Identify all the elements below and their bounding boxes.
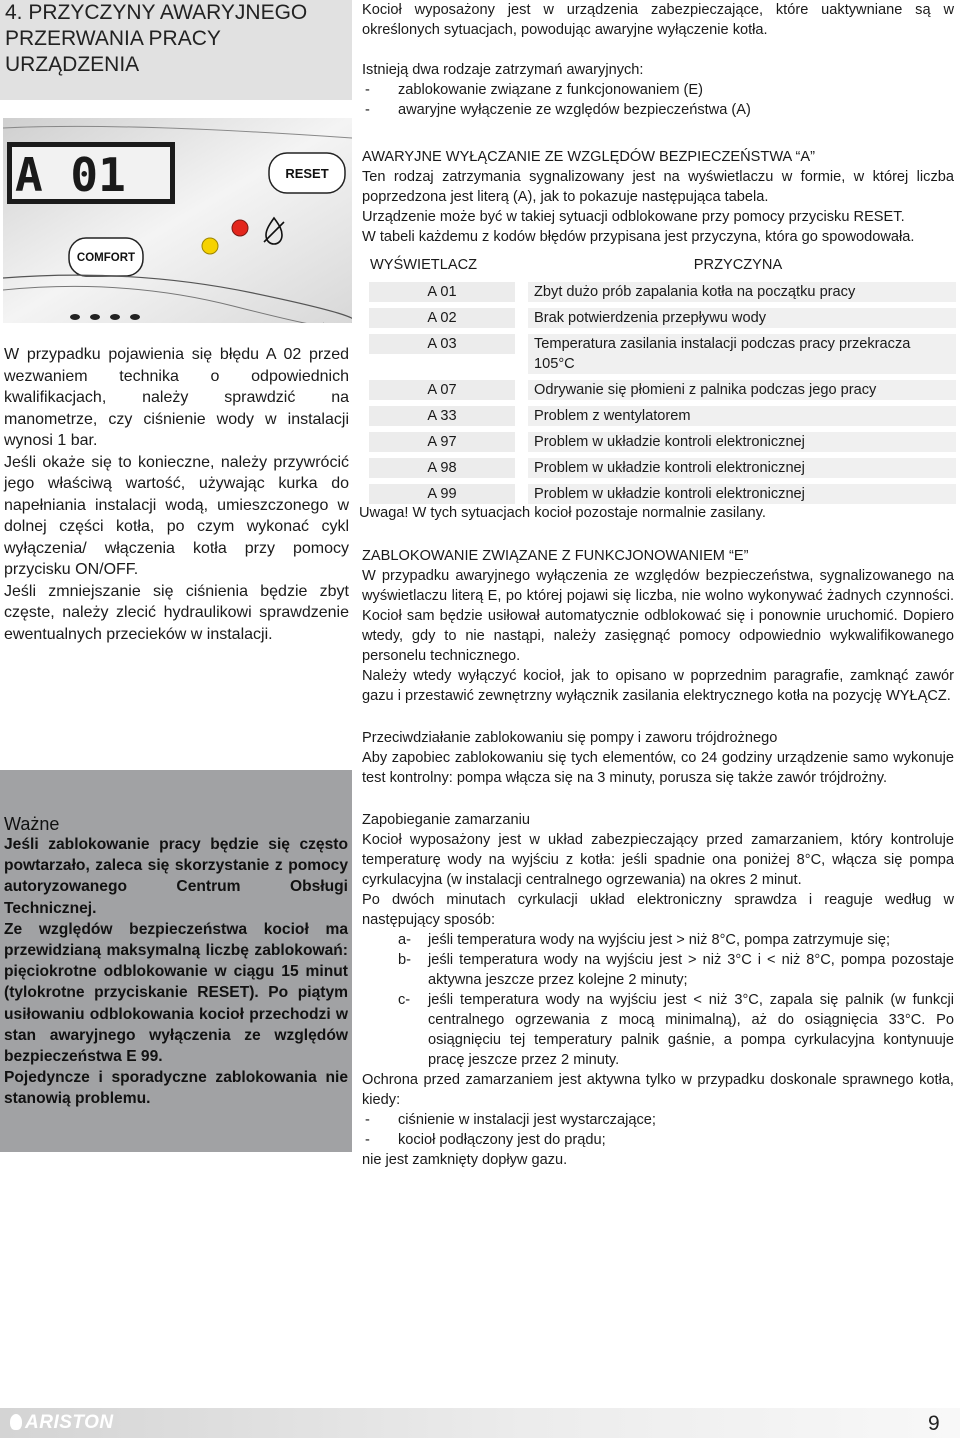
frost-list-item	[362, 950, 954, 990]
pressure-check-instructions	[4, 344, 349, 645]
list-marker: a-	[398, 932, 411, 948]
bullet-dash: -	[365, 1132, 370, 1148]
section-number: 4.	[5, 1, 23, 24]
pump-heading: Przeciwdziałanie zablokowaniu się pompy i zaworu trójdrożnego	[362, 730, 778, 746]
safety-paragraph: Ten rodzaj zatrzymania sygnalizowany jest na wyświetlaczu w formie, w której liczba poprzedzona jest literą (A), jak to pokazuje następująca tabela.	[362, 169, 954, 205]
error-code: A 33	[369, 406, 515, 426]
section-title-line-3: URZĄDZENIA	[5, 53, 140, 76]
error-cause: Problem w układzie kontroli elektronicznej	[528, 484, 956, 504]
error-cause: Problem w układzie kontroli elektronicznej	[528, 458, 956, 478]
error-cause: Zbyt dużo prób zapalania kotła na początku pracy	[528, 282, 956, 302]
safety-heading: AWARYJNE WYŁĄCZANIE ZE WZGLĘDÓW BEZPIECZEŃSTWA “A”	[362, 149, 815, 165]
frost-list-item	[362, 930, 954, 950]
func-paragraph: W przypadku awaryjnego wyłączenia ze względów bezpieczeństwa, sygnalizowanego na wyświetlaczu literą E, po której pojawi się liczba, nie wolno wykonywać żadnych czynności. Kocioł sam będzie usiłował automatycznie odblokować się i ponownie uruchomić. Dopiero wtedy, gdy to nie nastąpi, należy zasięgnąć pomocy odpowiednio wykwalifikowanego personelu technicznego.	[362, 568, 954, 664]
important-notice-paragraph: Jeśli zablokowanie pracy będzie się często powtarzało, zaleca się skorzystanie z pomocy autoryzowanego Centrum Obsługi Technicznej.	[4, 836, 348, 917]
knob-icon	[70, 314, 80, 320]
error-code: A 07	[369, 380, 515, 400]
important-notice-box	[0, 770, 352, 1152]
column-header-cause: PRZYCZYNA	[693, 257, 783, 273]
table-row	[364, 377, 956, 403]
error-code: A 98	[369, 458, 515, 478]
func-heading: ZABLOKOWANIE ZWIĄZANE Z FUNKCJONOWANIEM “E”	[362, 548, 749, 564]
error-table-header	[364, 251, 956, 279]
yellow-led-indicator	[202, 238, 218, 254]
func-paragraph: Należy wtedy wyłączyć kocioł, jak to opisano w poprzednim paragrafie, zamknąć zawór gazu i przestawić zewnętrzny wyłącznik zasilania elektrycznego kotła na pozycję WYŁĄCZ.	[362, 668, 954, 704]
safety-paragraph: W tabeli każdemu z kodów błędów przypisana jest przyczyna, która go spowodowała.	[362, 229, 915, 245]
section-title	[5, 0, 307, 78]
frost-paragraph: Ochrona przed zamarzaniem jest aktywna tylko w przypadku doskonale sprawnego kotła, kiedy:	[362, 1072, 954, 1108]
condition-text: kocioł podłączony jest do prądu;	[398, 1132, 606, 1148]
intro-paragraph: Kocioł wyposażony jest w urządzenia zabezpieczające, które uaktywniane są w określonych sytuacjach, powodując awaryjne wyłączenie kotła.	[362, 2, 954, 38]
lcd-readout: A 01	[15, 148, 126, 202]
condition-item	[362, 1130, 954, 1150]
section-title-line-1: PRZYCZYNY AWARYJNEGO	[28, 1, 308, 24]
important-notice-paragraph: Pojedyncze i sporadyczne zablokowania nie stanowią problemu.	[4, 1069, 348, 1108]
error-code: A 99	[369, 484, 515, 504]
error-code: A 01	[369, 282, 515, 302]
list-text: jeśli temperatura wody na wyjściu jest > niż 8°C, pompa zatrzymuje się;	[428, 932, 891, 948]
error-cause: Problem z wentylatorem	[528, 406, 956, 426]
section-title-box	[0, 0, 352, 100]
column-header-display: WYŚWIETLACZ	[370, 257, 478, 273]
frost-heading: Zapobieganie zamarzaniu	[362, 812, 530, 828]
knob-icon	[130, 314, 140, 320]
error-cause: Odrywanie się płomieni z palnika podczas jego pracy	[528, 380, 956, 400]
knob-icon	[110, 314, 120, 320]
page-number: 9	[928, 1412, 940, 1435]
reset-button-label: RESET	[285, 166, 329, 181]
list-text: jeśli temperatura wody na wyjściu jest < niż 3°C, zapala się palnik (w funkcji centralnego ogrzewania z mocą minimalną), aż do osiągnięcia 33°C. Po osiągnięciu tej temperatury palnik gaśnie, a pompa cyrkulacyjna kontynuuje pracę jeszcze przez 2 minuty.	[428, 992, 954, 1068]
logo-flame-icon	[10, 1414, 22, 1430]
stop-type-text: awaryjne wyłączenie ze względów bezpieczeństwa (A)	[398, 102, 751, 118]
error-cause: Problem w układzie kontroli elektronicznej	[528, 432, 956, 452]
table-row	[364, 331, 956, 377]
bullet-dash: -	[365, 102, 370, 118]
important-notice-title: Ważne	[4, 814, 60, 834]
table-row	[364, 403, 956, 429]
condition-item	[362, 1110, 954, 1130]
list-text: jeśli temperatura wody na wyjściu jest > niż 3°C i < niż 8°C, pompa pozostaje aktywna jeszcze przez kolejne 2 minuty;	[428, 952, 954, 988]
left-paragraph: Jeśli okaże się to konieczne, należy przywrócić jego właściwą wartość, używając kurka do napełniania instalacji wodą, umieszczonego w dolnej części kotła, po czym wykonać cykl wyłączenia/ włączenia kotła przy pomocy przycisku ON/OFF.	[4, 453, 349, 578]
error-cause: Brak potwierdzenia przepływu wody	[528, 308, 956, 328]
control-panel-photo	[3, 118, 352, 323]
table-row	[364, 305, 956, 331]
important-notice-content	[4, 812, 348, 1110]
stop-type-item	[362, 80, 954, 100]
right-column	[359, 0, 954, 1170]
list-marker: b-	[398, 952, 411, 968]
table-row	[364, 429, 956, 455]
condition-text: ciśnienie w instalacji jest wystarczające;	[398, 1112, 656, 1128]
section-title-line-2: PRZERWANIA PRACY	[5, 27, 221, 50]
error-code: A 97	[369, 432, 515, 452]
frost-paragraph: Po dwóch minutach cyrkulacji układ elektroniczny sprawdza i reaguje według w następujący sposób:	[362, 892, 954, 928]
bullet-dash: -	[365, 82, 370, 98]
frost-list-item	[362, 990, 954, 1070]
frost-closing: nie jest zamknięty dopływ gazu.	[362, 1152, 568, 1168]
footer-band	[0, 1408, 960, 1438]
error-code-table	[364, 251, 956, 507]
control-panel-illustration	[3, 118, 352, 323]
ariston-logo	[10, 1412, 114, 1434]
bullet-dash: -	[365, 1112, 370, 1128]
stop-type-item	[362, 100, 954, 120]
table-note: Uwaga! W tych sytuacjach kocioł pozostaje normalnie zasilany.	[359, 505, 766, 521]
left-paragraph: W przypadku pojawienia się błędu A 02 przed wezwaniem technika o odpowiednich kwalifikacjach, należy sprawdzić na manometrze, czy ciśnienie wody w instalacji wynosi 1 bar.	[4, 346, 349, 449]
left-paragraph: Jeśli zmniejszanie się ciśnienia będzie zbyt częste, należy zlecić hydraulikowi sprawdzenie ewentualnych przecieków w instalacji.	[4, 582, 349, 643]
list-marker: c-	[398, 992, 411, 1008]
red-led-indicator	[232, 220, 248, 236]
knob-icon	[90, 314, 100, 320]
table-row	[364, 279, 956, 305]
important-notice-paragraph: Ze względów bezpieczeństwa kocioł ma przewidzianą maksymalną liczbę zablokowań: pięciokrotne odblokowanie w ciągu 15 minut (tylokrotne przyciskanie RESET). Po piątym usiłowaniu odblokowania kocioł przechodzi w stan awaryjnego wyłączenia ze względów bezpieczeństwa E 99.	[4, 920, 348, 1066]
page-footer	[0, 1398, 960, 1446]
pump-paragraph: Aby zapobiec zablokowaniu się tych elementów, co 24 godziny urządzenie samo wykonuje test kontrolny: pompa włącza się na 3 minuty, porusza się także zawór trójdrożny.	[362, 750, 954, 786]
frost-paragraph: Kocioł wyposażony jest w układ zabezpieczający przed zamarzaniem, który kontroluje temperaturę wody na wyjściu z kotła: jeśli spadnie ona poniżej 8°C, włącza się pompa cyrkulacyjna (w instalacji centralnego ogrzewania) na okres 2 minut.	[362, 832, 954, 888]
safety-paragraph: Urządzenie może być w takiej sytuacji odblokowane przy pomocy przycisku RESET.	[362, 209, 905, 225]
error-cause: Temperatura zasilania instalacji podczas pracy przekracza 105°C	[528, 334, 956, 374]
error-code: A 02	[369, 308, 515, 328]
table-row	[364, 455, 956, 481]
stop-types-intro: Istnieją dwa rodzaje zatrzymań awaryjnych:	[362, 62, 644, 78]
stop-type-text: zablokowanie związane z funkcjonowaniem (E)	[398, 82, 704, 98]
error-code: A 03	[369, 334, 515, 354]
brand-name: ARISTON	[25, 1412, 114, 1433]
comfort-button-label: COMFORT	[76, 252, 136, 264]
